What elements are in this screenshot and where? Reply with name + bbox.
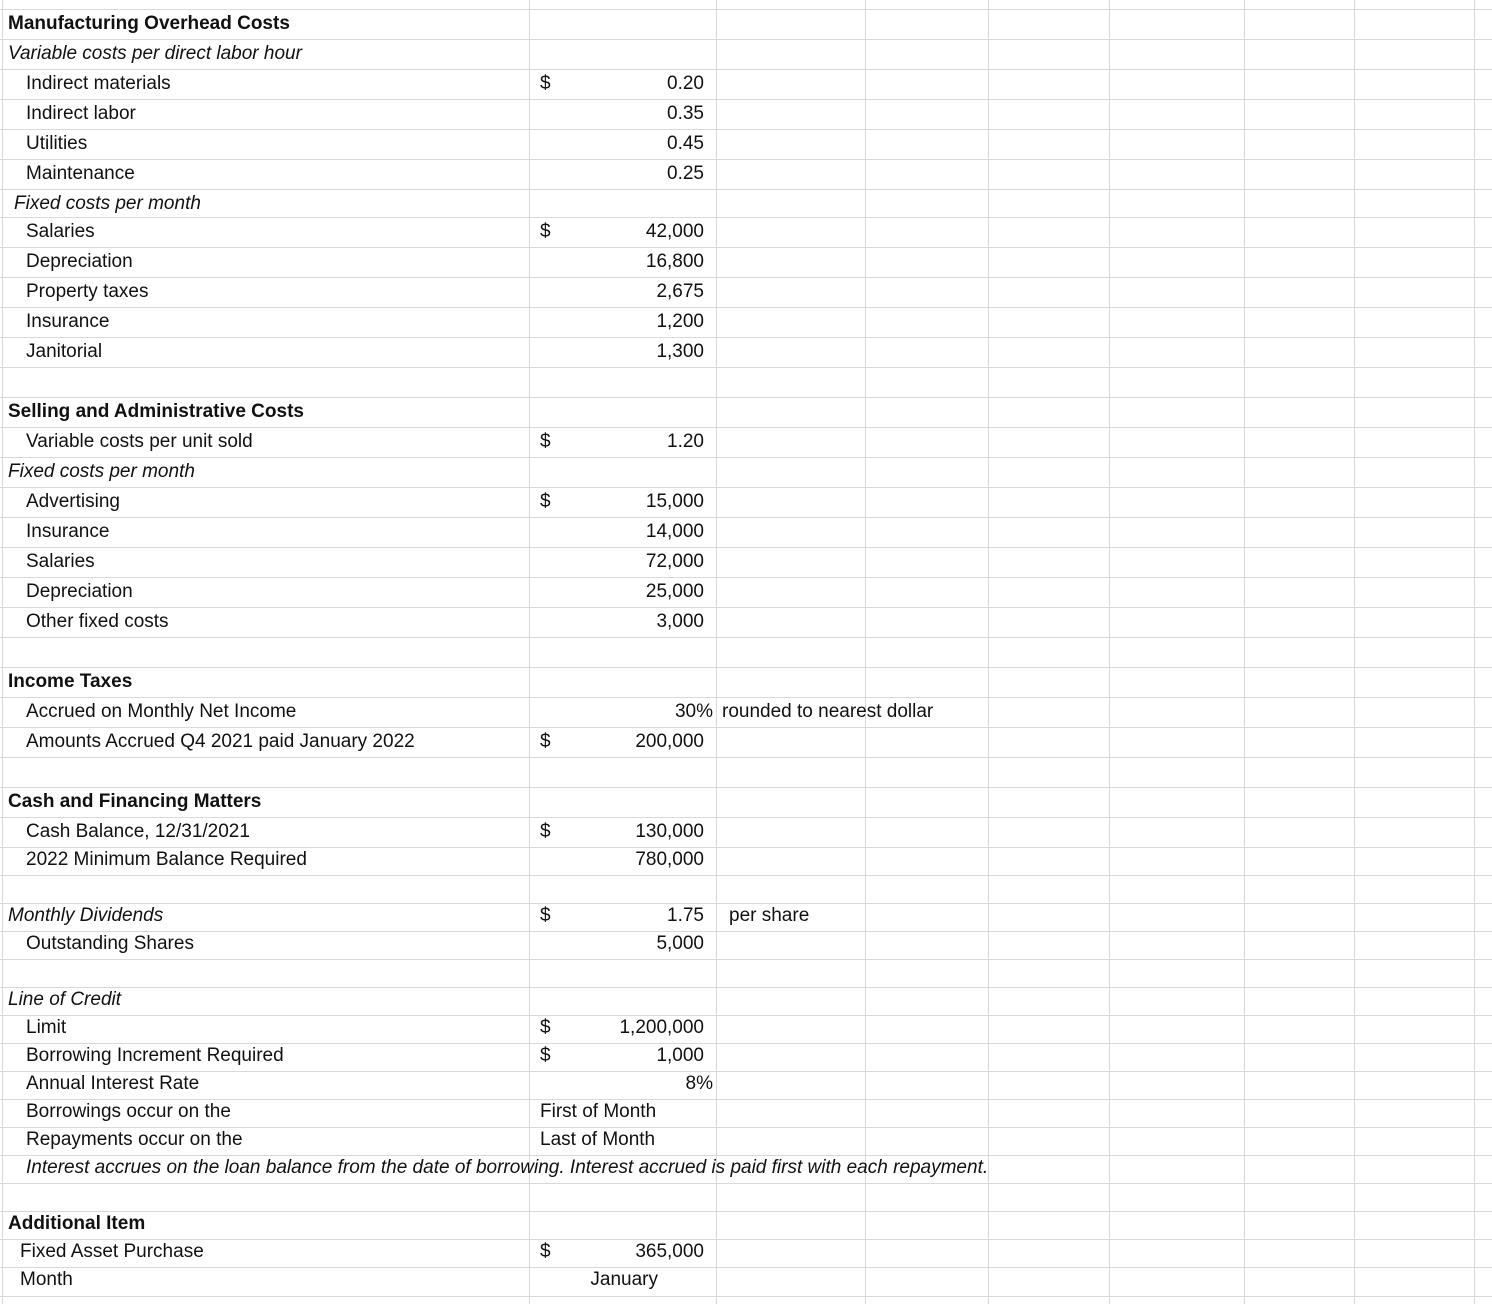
tax-accrued-note: rounded to nearest dollar	[722, 701, 934, 722]
sga-var-label: Variable costs per unit sold	[26, 431, 253, 452]
credit-limit-label: Limit	[26, 1017, 67, 1038]
dollar-sign: $	[540, 731, 551, 752]
mfg-var-value: 0.20	[667, 73, 704, 94]
shares-value: 5,000	[656, 933, 704, 954]
credit-repay-value: Last of Month	[540, 1129, 656, 1150]
mfg-var-label: Indirect materials	[26, 73, 171, 94]
cash-min-label: 2022 Minimum Balance Required	[26, 849, 307, 870]
credit-increment-value: 1,000	[656, 1045, 704, 1066]
credit-interest-note: Interest accrues on the loan balance from the date of borrowing. Interest accrued is paid first with each repayment.	[26, 1157, 989, 1178]
mfg-fixed-value: 42,000	[645, 221, 704, 242]
credit-rate-label: Annual Interest Rate	[26, 1073, 200, 1094]
dollar-sign: $	[540, 431, 551, 452]
sga-fixed-value: 25,000	[645, 581, 704, 602]
credit-limit-value: 1,200,000	[619, 1017, 704, 1038]
mfg-var-value: 0.35	[667, 103, 704, 124]
cash-balance-label: Cash Balance, 12/31/2021	[26, 821, 250, 842]
mfg-fixed-label: Janitorial	[26, 341, 103, 362]
dollar-sign: $	[540, 1241, 551, 1262]
sga-fixed-label: Insurance	[26, 521, 110, 542]
sga-fixed-value: 3,000	[656, 611, 704, 632]
mfg-fixed-label: Salaries	[26, 221, 95, 242]
purchase-label: Fixed Asset Purchase	[20, 1241, 204, 1262]
cash-title: Cash and Financing Matters	[8, 791, 262, 812]
mfg-var-label: Indirect labor	[26, 103, 136, 124]
shares-label: Outstanding Shares	[26, 933, 194, 954]
mfg-var-label: Utilities	[26, 133, 88, 154]
cash-balance-value: 130,000	[635, 821, 704, 842]
credit-borrow-label: Borrowings occur on the	[26, 1101, 231, 1122]
mfg-var-label: Maintenance	[26, 163, 135, 184]
dollar-sign: $	[540, 1045, 551, 1066]
credit-increment-label: Borrowing Increment Required	[26, 1045, 284, 1066]
tax-q4-value: 200,000	[635, 731, 704, 752]
mfg-fixed-label: Depreciation	[26, 251, 133, 272]
credit-rate-value: 8%	[685, 1073, 713, 1094]
sga-fixed-label: Advertising	[26, 491, 120, 512]
dollar-sign: $	[540, 905, 551, 926]
dollar-sign: $	[540, 491, 551, 512]
mfg-fixed-value: 1,200	[656, 311, 704, 332]
additional-title: Additional Item	[8, 1213, 146, 1234]
dividends-label: Monthly Dividends	[8, 905, 164, 926]
mfg-fixed-label: Property taxes	[26, 281, 149, 302]
dollar-sign: $	[540, 221, 551, 242]
dollar-sign: $	[540, 73, 551, 94]
sga-fixed-label: Salaries	[26, 551, 95, 572]
mfg-variable-title: Variable costs per direct labor hour	[8, 43, 302, 64]
dividends-value: 1.75	[667, 905, 704, 926]
mfg-fixed-label: Insurance	[26, 311, 110, 332]
sga-fixed-label: Other fixed costs	[26, 611, 169, 632]
sga-var-value: 1.20	[667, 431, 704, 452]
tax-title: Income Taxes	[8, 671, 133, 692]
credit-repay-label: Repayments occur on the	[26, 1129, 243, 1150]
cash-min-value: 780,000	[635, 849, 704, 870]
dollar-sign: $	[540, 821, 551, 842]
sga-fixed-title: Fixed costs per month	[8, 461, 195, 482]
sga-fixed-label: Depreciation	[26, 581, 133, 602]
tax-q4-label: Amounts Accrued Q4 2021 paid January 2022	[26, 731, 415, 752]
dividends-note: per share	[729, 905, 810, 926]
mfg-fixed-value: 2,675	[656, 281, 704, 302]
tax-accrued-value: 30%	[674, 701, 713, 722]
sga-title: Selling and Administrative Costs	[8, 401, 304, 422]
mfg-var-value: 0.45	[667, 133, 704, 154]
credit-title: Line of Credit	[8, 989, 122, 1010]
month-label: Month	[20, 1269, 73, 1290]
credit-borrow-value: First of Month	[540, 1101, 657, 1122]
sga-fixed-value: 14,000	[645, 521, 704, 542]
sga-fixed-value: 15,000	[645, 491, 704, 512]
dollar-sign: $	[540, 1017, 551, 1038]
month-value: January	[590, 1269, 658, 1290]
mfg-var-value: 0.25	[667, 163, 704, 184]
mfg-fixed-value: 1,300	[656, 341, 704, 362]
sga-fixed-value: 72,000	[645, 551, 704, 572]
mfg-fixed-title: Fixed costs per month	[14, 193, 201, 214]
purchase-value: 365,000	[635, 1241, 704, 1262]
tax-accrued-label: Accrued on Monthly Net Income	[26, 701, 297, 722]
mfg-title: Manufacturing Overhead Costs	[8, 13, 290, 34]
mfg-fixed-value: 16,800	[645, 251, 704, 272]
